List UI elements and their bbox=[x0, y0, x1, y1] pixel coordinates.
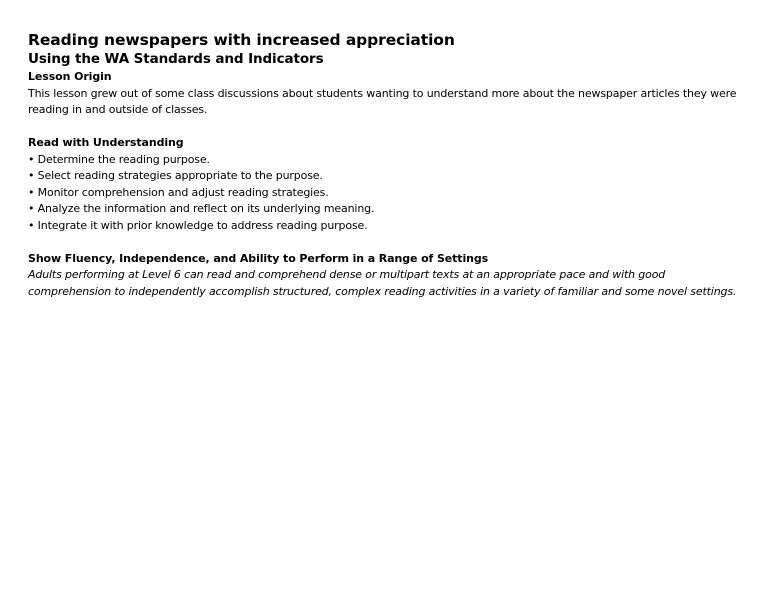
document-subtitle: Using the WA Standards and Indicators bbox=[28, 51, 324, 67]
list-item: • Determine the reading purpose. bbox=[28, 152, 210, 166]
section-spacer bbox=[28, 119, 744, 136]
fluency-section bbox=[28, 251, 744, 301]
list-item: • Analyze the information and reflect on its underlying meaning. bbox=[28, 202, 375, 215]
read-with-understanding-section bbox=[28, 135, 744, 234]
section-spacer bbox=[28, 234, 744, 251]
list-item: • Monitor comprehension and adjust reading strategies. bbox=[28, 185, 329, 199]
read-with-understanding-heading: Read with Understanding bbox=[28, 136, 184, 149]
list-item: • Integrate it with prior knowledge to address reading purpose. bbox=[28, 218, 368, 232]
lesson-origin-heading: Lesson Origin bbox=[28, 70, 112, 83]
list-item: • Select reading strategies appropriate to the purpose. bbox=[28, 169, 323, 182]
document-page bbox=[28, 30, 744, 300]
read-with-understanding-list bbox=[28, 152, 744, 235]
lesson-origin-text: This lesson grew out of some class discussions about students wanting to understand more about the newspaper articles they were reading in and outside of classes. bbox=[28, 86, 737, 116]
lesson-origin-section bbox=[28, 69, 744, 119]
document-title: Reading newspapers with increased appreciation bbox=[28, 31, 455, 49]
fluency-heading: Show Fluency, Independence, and Ability to Perform in a Range of Settings bbox=[28, 251, 489, 265]
fluency-text: Adults performing at Level 6 can read and comprehend dense or multipart texts at an appropriate pace and with good comprehension to independently accomplish structured, complex reading activities in a variety of familiar and some novel settings. bbox=[28, 268, 737, 298]
